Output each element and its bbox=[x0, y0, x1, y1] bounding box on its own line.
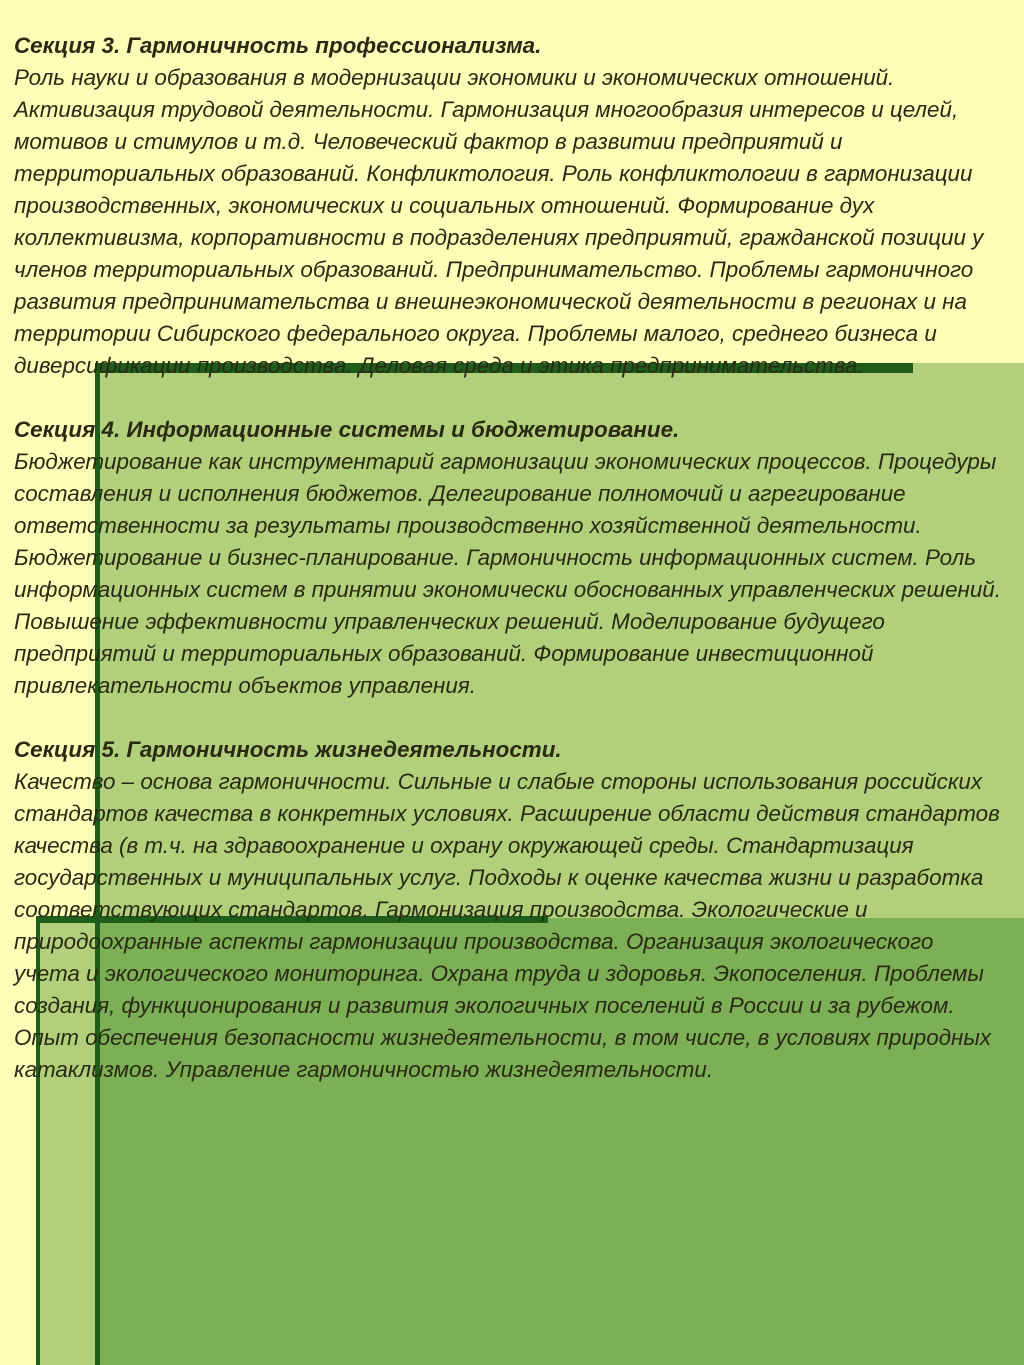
section-body: Качество – основа гармоничности. Сильные и слабые стороны использования российских стандартов качества в конкретных условиях. Расширение области действия стандартов качества (в т.ч. на здравоохранение и охрану окружающей среды. Стандартизация государственных и муниципальных услуг. Подходы к оценке качества жизни и разработка соответствующих стандартов. Гармонизация производства. Экологические и природоохранные аспекты гармонизации производства. Организация экологического учета и экологического мониторинга. Охрана труда и здоровья. Экопоселения. Проблемы создания, функционирования и развития экологичных поселений в России и за рубежом. Опыт обеспечения безопасности жизнедеятельности, в том числе, в условиях природных катаклизмов. Управление гармоничностью жизнедеятельности. bbox=[14, 769, 1000, 1082]
section-5 bbox=[14, 734, 1004, 1086]
section-4 bbox=[14, 414, 1004, 702]
section-body: Роль науки и образования в модернизации экономики и экономических отношений. Активизация трудовой деятельности. Гармонизация многообразия интересов и целей, мотивов и стимулов и т.д. Человеческий фактор в развитии предприятий и территориальных образований. Конфликтология. Роль конфликтологии в гармонизации производственных, экономических и социальных отношений. Формирование дух коллективизма, корпоративности в подразделениях предприятий, гражданской позиции у членов территориальных образований. Предпринимательство. Проблемы гармоничного развития предпринимательства и внешнеэкономической деятельности в регионах и на территории Сибирского федерального округа. Проблемы малого, среднего бизнеса и диверсификации производства. Деловая среда и этика предпринимательства. bbox=[14, 65, 984, 378]
section-3 bbox=[14, 30, 1004, 382]
document-text bbox=[14, 30, 1004, 1118]
section-title: Секция 3. Гармоничность профессионализма. bbox=[14, 33, 542, 58]
section-title: Секция 4. Информационные системы и бюджетирование. bbox=[14, 417, 680, 442]
section-title: Секция 5. Гармоничность жизнедеятельности. bbox=[14, 737, 562, 762]
section-body: Бюджетирование как инструментарий гармонизации экономических процессов. Процедуры составления и исполнения бюджетов. Делегирование полномочий и агрегирование ответственности за результаты производственно хозяйственной деятельности. Бюджетирование и бизнес-планирование. Гармоничность информационных систем. Роль информационных систем в принятии экономически обоснованных управленческих решений. Повышение эффективности управленческих решений. Моделирование будущего предприятий и территориальных образований. Формирование инвестиционной привлекательности объектов управления. bbox=[14, 449, 1001, 698]
